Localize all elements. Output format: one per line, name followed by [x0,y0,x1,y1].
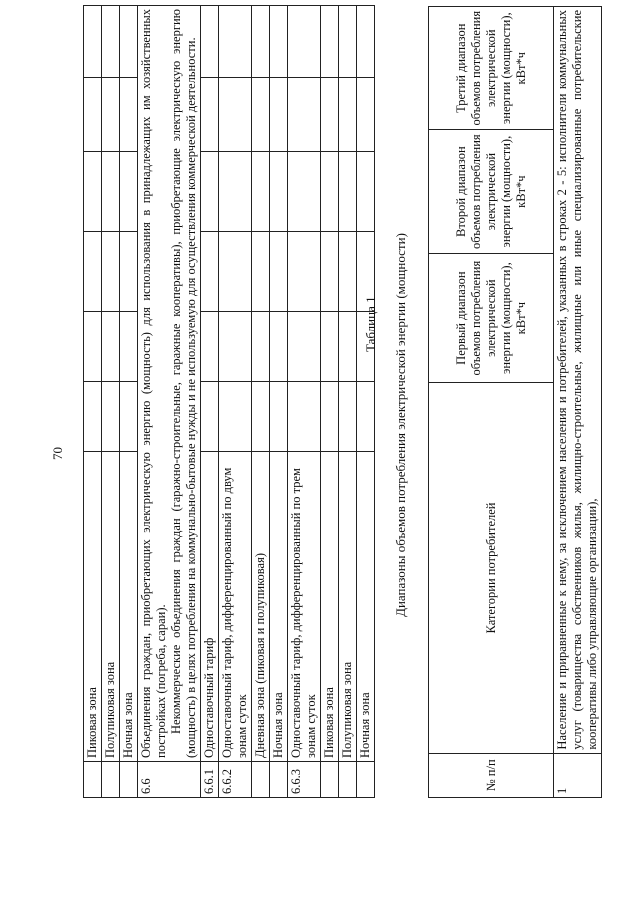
empty-cell [84,6,102,78]
row-number [339,762,357,798]
empty-cell [357,78,375,152]
row-text: Пиковая зона [84,452,102,762]
empty-cell [219,6,252,78]
empty-cell [84,312,102,382]
empty-cell [252,152,270,232]
header-range-1: Первый диапазон объемов потребления электрической энергии (мощности), кВт*ч [429,253,554,383]
empty-cell [102,382,120,452]
empty-cell [201,312,219,382]
row-number [357,762,375,798]
row-number [321,762,339,798]
empty-cell [120,312,138,382]
empty-cell [321,382,339,452]
row-number: 6.6.3 [288,762,321,798]
empty-cell [201,232,219,312]
empty-cell [288,312,321,382]
empty-cell [120,382,138,452]
header-category: Категории потребителей [429,383,554,753]
empty-cell [201,6,219,78]
empty-cell [102,232,120,312]
table-row [138,6,201,798]
table-row [120,6,138,798]
table-caption: Таблица 1 [363,296,378,352]
row-text: Население и приравненные к нему, за исключением населения и потребителей, указанных в строках 2 - 5: исполнители коммунальных услуг (товарищества собственников жилья, жилищно-строительные, жилищные или иные специализированные потребительские кооперативы либо управляющие организации), [554,7,602,754]
empty-cell [321,312,339,382]
empty-cell [288,382,321,452]
row-number [270,762,288,798]
row-number: 6.6.2 [219,762,252,798]
empty-cell [339,78,357,152]
empty-cell [201,78,219,152]
empty-cell [270,78,288,152]
empty-cell [201,382,219,452]
row-text: Полупиковая зона [339,452,357,762]
empty-cell [84,382,102,452]
empty-cell [357,152,375,232]
row-number [120,762,138,798]
table-row [288,6,321,798]
page-number: 70 [50,447,65,460]
row-text: Полупиковая зона [102,452,120,762]
empty-cell [84,152,102,232]
empty-cell [219,232,252,312]
empty-cell [288,78,321,152]
row-number [252,762,270,798]
table-row [252,6,270,798]
empty-cell [288,152,321,232]
empty-cell [252,78,270,152]
empty-cell [270,312,288,382]
table-row [219,6,252,798]
empty-cell [252,312,270,382]
empty-cell [321,232,339,312]
header-range-2: Второй диапазон объемов потребления электрической энергии (мощности), кВт*ч [429,130,554,253]
row-paragraph: Некоммерческие объединения граждан (гаражно-строительные, гаражные кооперативы), приобретающие электрическую энергию (мощность) в целях потребления на коммунально-бытовые нужды и не используемую для осуществления коммерческой деятельности. [169,9,198,758]
empty-cell [252,382,270,452]
empty-cell [339,382,357,452]
row-number [84,762,102,798]
empty-cell [120,232,138,312]
empty-cell [321,78,339,152]
empty-cell [102,152,120,232]
header-range-3: Третий диапазон объемов потребления электрической энергии (мощности), кВт*ч [429,7,554,130]
empty-cell [288,6,321,78]
header-num: № п/п [429,753,554,797]
empty-cell [321,6,339,78]
empty-cell [339,152,357,232]
empty-cell [219,312,252,382]
row-text: Одноставочный тариф [201,452,219,762]
table-row [554,7,602,798]
row-text [138,6,201,762]
empty-cell [270,382,288,452]
row-number: 6.6.1 [201,762,219,798]
empty-cell [339,232,357,312]
row-text: Одноставочный тариф, дифференцированный по двум зонам суток [219,452,252,762]
empty-cell [201,152,219,232]
table-row [102,6,120,798]
row-text: Ночная зона [120,452,138,762]
empty-cell [120,152,138,232]
consumption-ranges-table [428,6,602,798]
row-paragraph: Объединения граждан, приобретающих электрическую энергию (мощность) для использования в принадлежащих им хозяйственных постройках (погреба, сараи). [139,9,168,758]
row-text: Одноставочный тариф, дифференцированный по трем зонам суток [288,452,321,762]
empty-cell [84,78,102,152]
empty-cell [252,232,270,312]
empty-cell [321,152,339,232]
empty-cell [219,152,252,232]
table-row [270,6,288,798]
row-text: Пиковая зона [321,452,339,762]
row-text: Дневная зона (пиковая и полупиковая) [252,452,270,762]
row-text: Ночная зона [357,452,375,762]
empty-cell [357,6,375,78]
empty-cell [339,312,357,382]
empty-cell [252,6,270,78]
empty-cell [270,152,288,232]
empty-cell [84,232,102,312]
empty-cell [219,78,252,152]
row-num: 1 [554,753,602,797]
empty-cell [357,382,375,452]
empty-cell [102,312,120,382]
table-row [201,6,219,798]
empty-cell [102,6,120,78]
tariff-table-continuation [83,5,375,798]
empty-cell [270,232,288,312]
empty-cell [288,232,321,312]
empty-cell [219,382,252,452]
table-row [321,6,339,798]
empty-cell [120,78,138,152]
empty-cell [339,6,357,78]
row-number [102,762,120,798]
table-row [339,6,357,798]
row-number: 6.6 [138,762,201,798]
table-row [357,6,375,798]
empty-cell [120,6,138,78]
table-row [84,6,102,798]
row-text: Ночная зона [270,452,288,762]
empty-cell [270,6,288,78]
table-title: Диапазоны объемов потребления электрической энергии (мощности) [393,233,408,617]
empty-cell [102,78,120,152]
